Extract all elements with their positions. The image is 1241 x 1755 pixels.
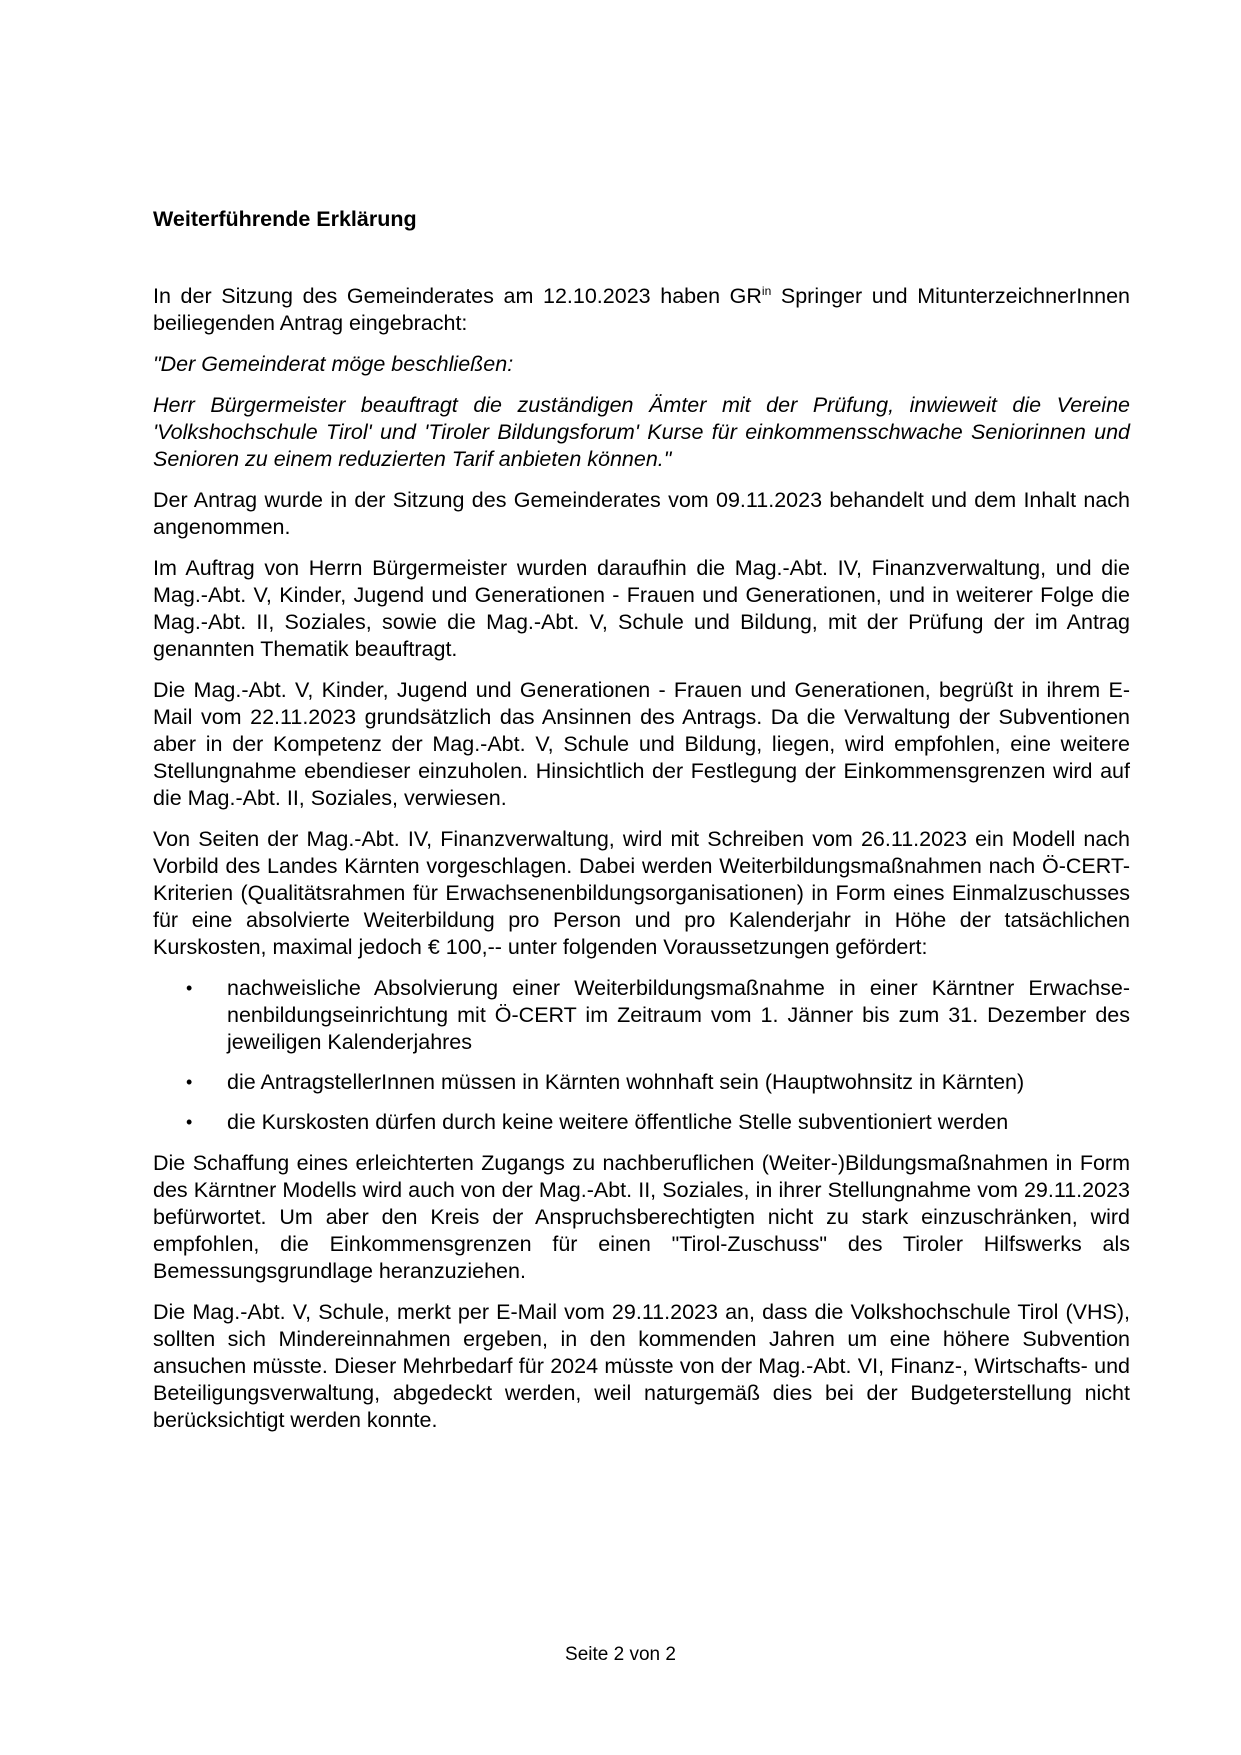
- quote-body: Herr Bürgermeister beauftragt die zuständigen Ämter mit der Prüfung, inwieweit die Vereine 'Volkshochschule Tirol' und 'Tiroler Bildungsforum' Kurse für einkommensschwache Seniorinnen und Senioren zu einem reduzierten Tarif anbieten können.": [153, 393, 1130, 471]
- list-item-text: die Kurskosten dürfen durch keine weitere öffentliche Stelle subventioniert werden: [227, 1110, 1009, 1134]
- page-number: Seite 2 von 2: [565, 1644, 676, 1665]
- paragraph-assignment: Im Auftrag von Herrn Bürgermeister wurden daraufhin die Mag.-Abt. IV, Finanzverwaltung, und die Mag.-Abt. V, Kinder, Jugend und Generationen - Frauen und Generationen, und in weiterer Folge die Mag.-Abt. II, Soziales, sowie die Mag.-Abt. V, Schule und Bildung, mit der Prüfung der im Antrag genannten Thematik beauftragt.: [153, 556, 1130, 661]
- requirements-list: [153, 975, 1130, 1136]
- list-item: [186, 1069, 1130, 1096]
- list-item-text: die AntragstellerInnen müssen in Kärnten wohnhaft sein (Hauptwohnsitz in Kärnten): [227, 1070, 1025, 1094]
- paragraph-intro: [153, 283, 1130, 337]
- document-body: [153, 283, 1130, 1448]
- quote-intro: "Der Gemeinderat möge beschließen:: [153, 352, 514, 376]
- list-item: [186, 975, 1130, 1056]
- section-heading: Weiterführende Erklärung: [153, 207, 417, 231]
- paragraph-dept-v-response: Die Mag.-Abt. V, Kinder, Jugend und Generationen - Frauen und Generationen, begrüßt in ihrem E-Mail vom 22.11.2023 grundsätzlich das Ansinnen des Antrags. Da die Verwaltung der Subventionen aber in der Kompetenz der Mag.-Abt. V, Schule und Bildung, liegen, wird empfohlen, eine weitere Stellungnahme ebendieser einzuholen. Hinsichtlich der Festlegung der Einkommensgrenzen wird auf die Mag.-Abt. II, Soziales, verwiesen.: [153, 678, 1130, 810]
- paragraph-school-dept: Die Mag.-Abt. V, Schule, merkt per E-Mail vom 29.11.2023 an, dass die Volkshochschule Tirol (VHS), sollten sich Mindereinnahmen ergeben, in den kommenden Jahren um eine höhere Subvention ansuchen müsste. Dieser Mehrbedarf für 2024 müsste von der Mag.-Abt. VI, Finanz-, Wirtschafts- und Beteiligungsverwaltung, abgedeckt werden, weil naturgemäß dies bei der Budgeterstellung nicht berücksichtigt werden konnte.: [153, 1300, 1130, 1432]
- bullet-icon: •: [186, 978, 193, 998]
- paragraph-social-dept: Die Schaffung eines erleichterten Zugangs zu nachberuflichen (Weiter-)Bildungsmaßnahmen in Form des Kärntner Modells wird auch von der Mag.-Abt. II, Soziales, in ihrer Stellungnahme vom 29.11.2023 befürwortet. Um aber den Kreis der Anspruchsberechtigten nicht zu stark einzuschränken, wird empfohlen, die Einkommensgrenzen für einen "Tirol-Zuschuss" des Tiroler Hilfswerks als Bemessungsgrundlage heranzuziehen.: [153, 1151, 1130, 1283]
- paragraph-intro-end: Springer und MitunterzeichnerInnen beiliegenden Antrag eingebracht:: [153, 284, 1131, 335]
- bullet-icon: •: [186, 1072, 193, 1092]
- bullet-icon: •: [186, 1112, 193, 1132]
- list-item: [186, 1109, 1130, 1136]
- paragraph-intro-start: In der Sitzung des Gemeinderates am 12.10.2023 haben GR: [153, 284, 762, 308]
- gender-superscript: in: [761, 284, 772, 298]
- paragraph-finance-model: Von Seiten der Mag.-Abt. IV, Finanzverwaltung, wird mit Schreiben vom 26.11.2023 ein Modell nach Vorbild des Landes Kärnten vorgeschlagen. Dabei werden Weiterbildungsmaßnahmen nach Ö-CERT-Kriterien (Qualitätsrahmen für Erwachsenenbildungsorganisationen) in Form eines Einmalzuschusses für eine absolvierte Weiterbildung pro Person und pro Kalenderjahr in Höhe der tatsächlichen Kurskosten, maximal jedoch € 100,-- unter folgenden Voraussetzungen gefördert:: [153, 827, 1130, 959]
- list-item-text: nachweisliche Absolvierung einer Weiterbildungsmaßnahme in einer Kärntner Erwachsenenbildungseinrichtung mit Ö-CERT im Zeitraum vom 1. Jänner bis zum 31. Dezember des jeweiligen Kalenderjahres: [227, 976, 1130, 1054]
- paragraph-decision: Der Antrag wurde in der Sitzung des Gemeinderates vom 09.11.2023 behandelt und dem Inhalt nach angenommen.: [153, 488, 1130, 539]
